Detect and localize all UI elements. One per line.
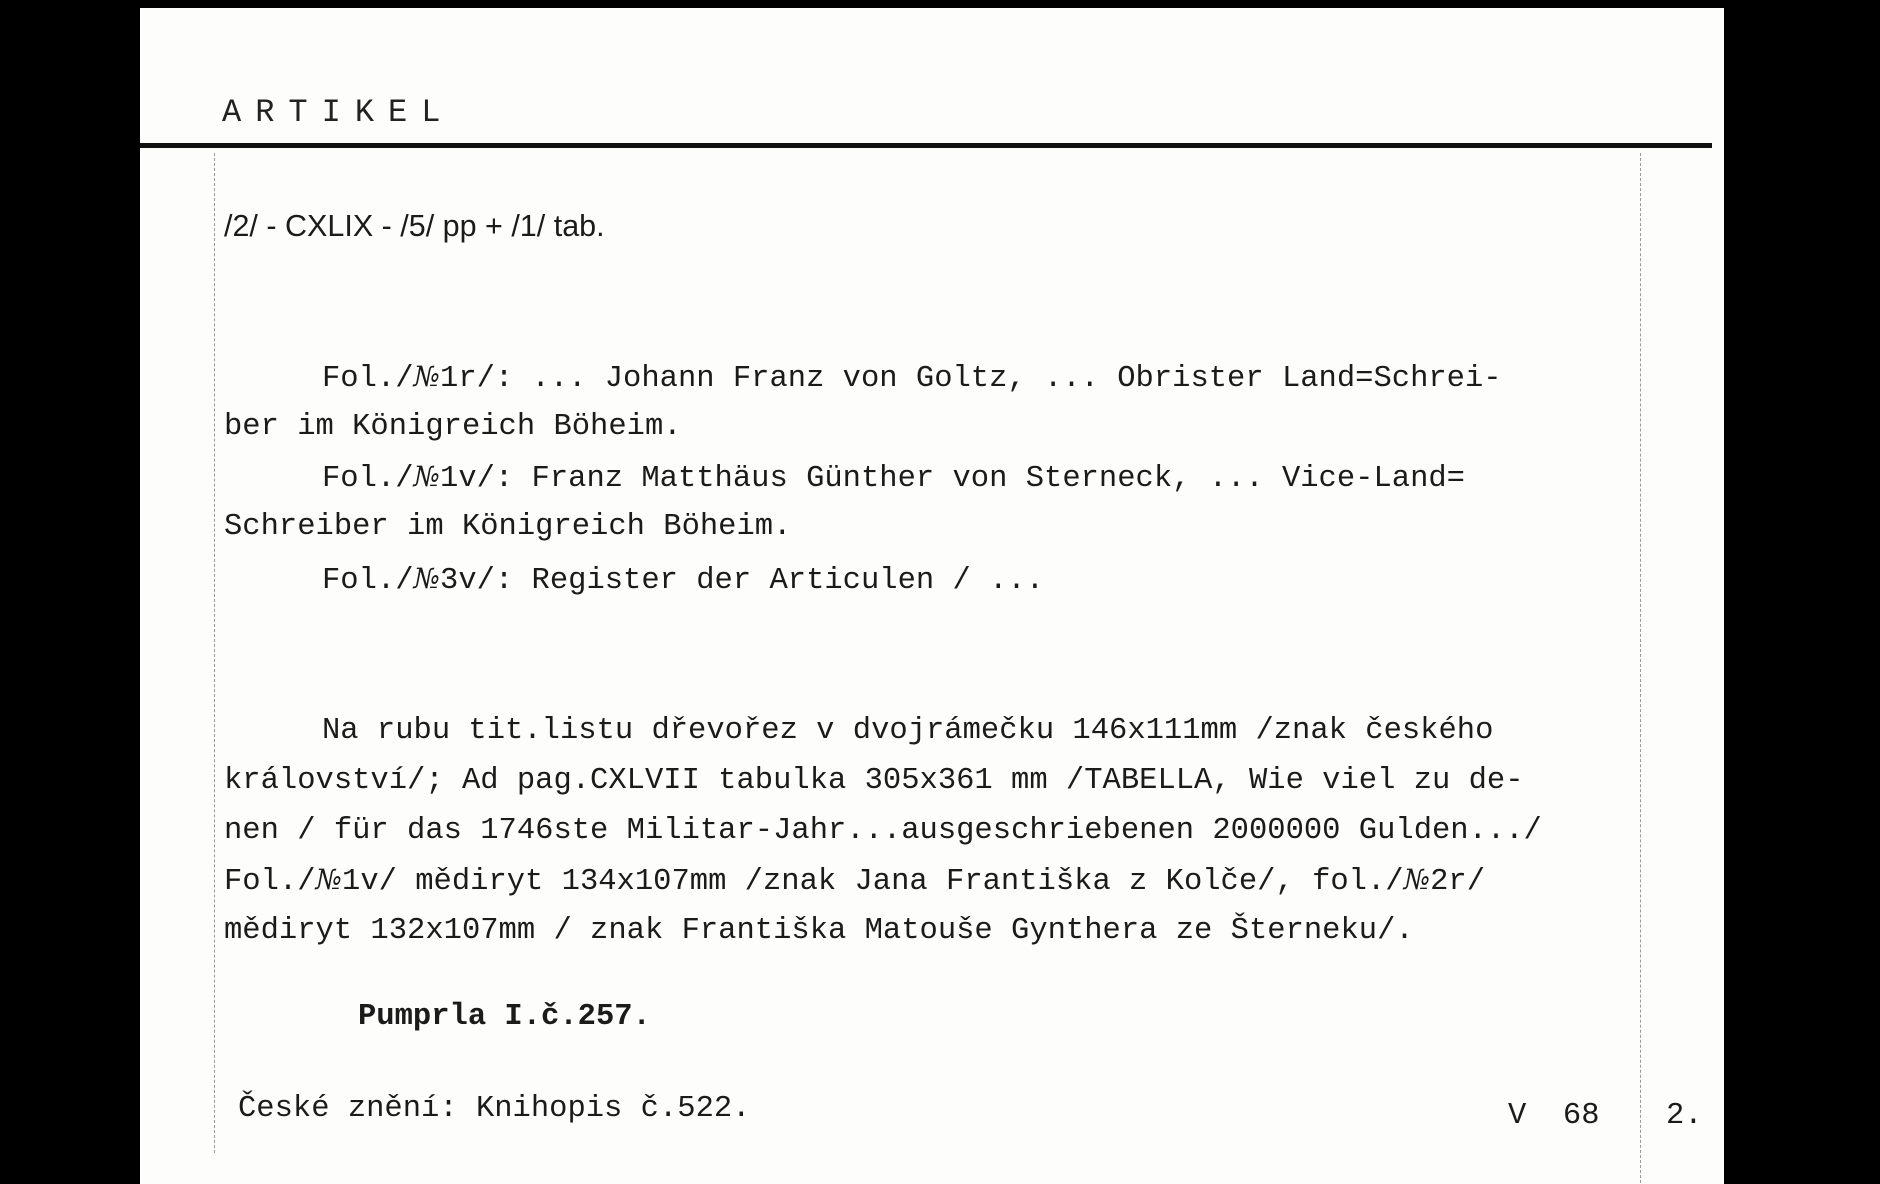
description-line-1: Na rubu tit.listu dřevořez v dvojrámečku 146x111mm /znak českého	[322, 714, 1494, 748]
handwritten-folio-number: №	[1403, 863, 1431, 896]
handwritten-folio-number: №	[315, 863, 343, 896]
right-margin-line	[1640, 153, 1641, 1183]
folio-line-2-cont: Schreiber im Königreich Böheim.	[224, 510, 792, 544]
handwritten-folio-number: №	[413, 460, 441, 493]
description-line-5: mědiryt 132x107mm / znak Františka Matouše Gynthera ze Šterneku/.	[224, 914, 1414, 948]
description-line-4: Fol./№1v/ mědiryt 134x107mm /znak Jana Františka z Kolče/, fol./№2r/	[224, 863, 1486, 899]
header-rule	[140, 143, 1712, 148]
folio-line-1-cont: ber im Königreich Böheim.	[224, 410, 682, 444]
czech-version-note: České znění: Knihopis č.522.	[238, 1092, 751, 1126]
collation-line: /2/ - CXLIX - /5/ pp + /1/ tab.	[224, 209, 605, 243]
description-line-3: nen / für das 1746ste Militar-Jahr...ausgeschriebenen 2000000 Gulden.../	[224, 814, 1542, 848]
left-margin-line	[214, 153, 215, 1153]
card-header-title: ARTIKEL	[222, 94, 455, 131]
bibliographic-reference: Pumprla I.č.257.	[358, 1000, 651, 1034]
folio-line-2: Fol./№1v/: Franz Matthäus Günther von Sterneck, ... Vice-Land=	[322, 460, 1465, 496]
handwritten-folio-number: №	[413, 562, 441, 595]
card-number: 2.	[1666, 1099, 1703, 1133]
shelfmark: V 68	[1508, 1099, 1600, 1133]
catalog-card	[140, 8, 1724, 1184]
folio-line-3: Fol./№3v/: Register der Articulen / ...	[322, 562, 1045, 598]
handwritten-folio-number: №	[413, 360, 441, 393]
description-line-2: království/; Ad pag.CXLVII tabulka 305x361 mm /TABELLA, Wie viel zu de-	[224, 764, 1524, 798]
folio-line-1: Fol./№1r/: ... Johann Franz von Goltz, ... Obrister Land=Schrei-	[322, 360, 1502, 396]
